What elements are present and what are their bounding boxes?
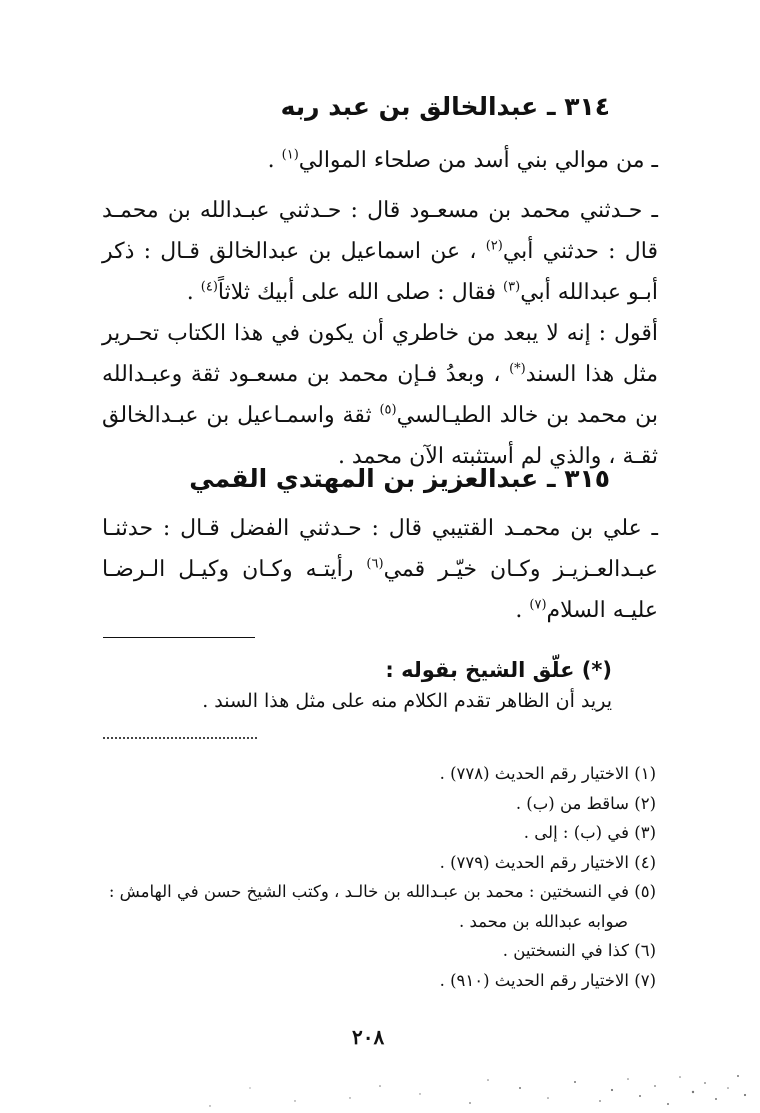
footnote-marker: (٣) xyxy=(503,279,521,295)
footnote-marker: (*) xyxy=(509,361,526,377)
footnote-item: (٦) كذا في النسختين . xyxy=(502,941,656,960)
entry-314-paragraph-2: ـ حـدثني محمد بن مسعـود قال : حـدثني عبـدالله بن محمـد قال : حدثني أبي$^{(٢)}$ ، عن اسماعيل بن عبدالخالق قـال : ذكر أبـو عبدالله أبي$^{(٣)}$ فقال : صلى الله على أبيك ثلاثاً$^{(٤)}$ . xyxy=(102,198,658,305)
footnote-continuation: صوابه عبدالله بن محمد . xyxy=(458,911,628,931)
page-number: ٢٠٨ xyxy=(352,1025,385,1049)
editor-note-title: (*) علّق الشيخ بقوله : xyxy=(385,658,612,682)
footnote-marker: (٢) xyxy=(485,238,503,254)
footnote-item: (٧) الاختيار رقم الحديث (٩١٠) . xyxy=(439,970,656,990)
footnote-separator-line xyxy=(103,637,255,638)
footnote-item: (١) الاختيار رقم الحديث (٧٧٨) . xyxy=(439,764,656,783)
entry-315-paragraph-1: ـ علي بن محمـد القتيبي قال : حـدثني الفضل قـال : حدثنـا عبـدالعـزيـز وكـان خيّـر قمي$^{(٦)}$ رأيتـه وكـان وكيـل الـرضـا عليـه السلام$^{(٧)}$ . xyxy=(102,516,658,623)
entry-314-paragraph-3: أقول : إنه لا يبعد من خاطري أن يكون في هذا الكتاب تحـرير مثل هذا السند(*) ، وبعدُ فـإن محمد بن مسعـود ثقة وعبـدالله بن محمد بن خالد الطيـالسي$^{(٥)}$ ثقة واسمـاعيل بن عبـدالخالق ثقـة ، والذي لم أستثبته الآن محمد . xyxy=(102,321,658,469)
footnote-item: (٥) في النسختين : محمد بن عبـدالله بن خالـد ، وكتب الشيخ حسن في الهامش : xyxy=(108,882,656,901)
footnote-item: (٤) الاختيار رقم الحديث (٧٧٩) . xyxy=(439,852,656,872)
editor-note-body: يريد أن الظاهر تقدم الكلام منه على مثل هذا السند . xyxy=(202,690,612,712)
footnote-list xyxy=(36,759,656,995)
scan-noise-decoration xyxy=(0,1068,760,1113)
entry-heading-315: ٣١٥ ـ عبدالعزيز بن المهتدي القمي xyxy=(189,464,610,493)
dotted-separator xyxy=(103,737,257,739)
footnote-item: (٢) ساقط من (ب) . xyxy=(515,793,656,813)
entry-heading-314: ٣١٤ ـ عبدالخالق بن عبد ربه xyxy=(280,92,610,121)
footnote-marker: (٤) xyxy=(200,279,218,295)
entry-314-paragraph-1: ـ من موالي بني أسد من صلحاء الموالي$^{(١)}$ . xyxy=(267,147,658,173)
footnote-marker: (٥) xyxy=(379,402,397,418)
footnote-marker: (٧) xyxy=(529,597,547,613)
footnote-item: (٣) في (ب) : إلى . xyxy=(523,823,656,842)
footnote-marker: (٦) xyxy=(366,556,384,572)
footnote-marker: (١) xyxy=(281,147,299,163)
